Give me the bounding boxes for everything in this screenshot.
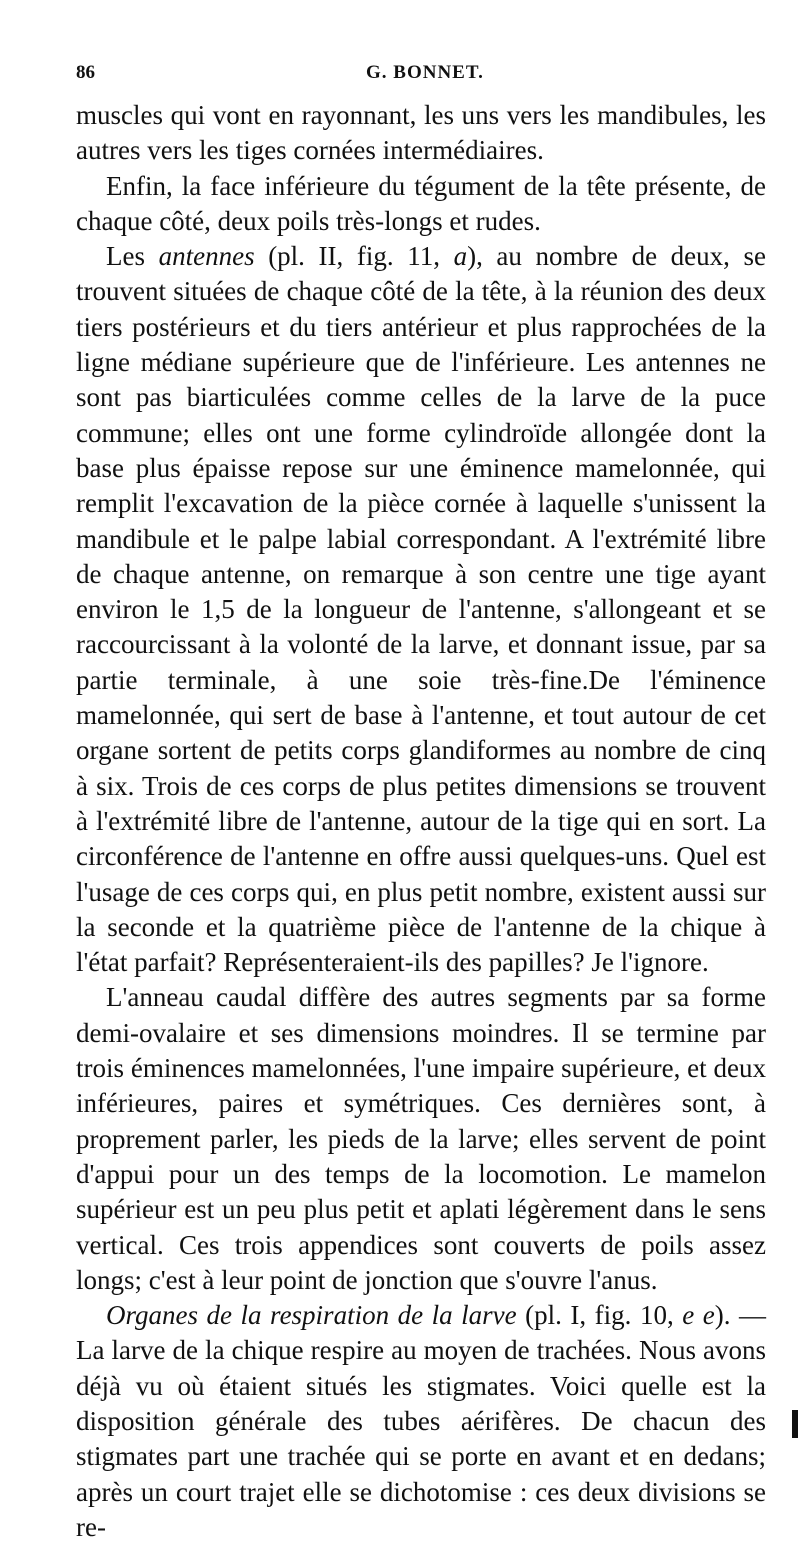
- paragraph-3-body: ), au nombre de deux, se trouvent situées de chaque côté de la tête, à la réunion des deux tiers postérieurs et du tiers antérieur et plus rapprochées de la ligne médiane supérieure que de l'inférieure. Les antennes ne sont pas biarticulées comme celles de la larve de la puce commune; elles ont une forme cylindroïde allongée dont la base plus épaisse repose sur une éminence mamelonnée, qui remplit l'excavation de la pièce cornée à laquelle s'unissent la mandibule et le palpe labial correspondant. A l'extrémité libre de chaque antenne, on remarque à son centre une tige ayant environ le 1,5 de la longueur de l'antenne, s'allongeant et se raccourcissant à la volonté de la larve, et donnant issue, par sa partie terminale, à une soie très-fine.De l'éminence mamelonnée, qui sert de base à l'antenne, et tout autour de cet organe sortent de petits corps glandiformes au nombre de cinq à six. Trois de ces corps de plus petites dimensions se trouvent à l'extrémité libre de l'antenne, autour de la tige qui en sort. La circonférence de l'antenne en offre aussi quelques-uns. Quel est l'usage de ces corps qui, en plus petit nombre, existent aussi sur la seconde et la quatrième pièce de l'antenne de la chique à l'état parfait? Représenteraient-ils des papilles? Je l'ignore.: [76, 241, 767, 978]
- paragraph-4: L'anneau caudal diffère des autres segments par sa forme demi-ovalaire et ses dimensions moindres. Il se termine par trois éminences mamelonnées, l'une impaire supérieure, et deux inférieures, paires et symétriques. Ces dernières sont, à proprement parler, les pieds de la larve; elles servent de point d'appui pour un des temps de la locomotion. Le mamelon supérieur est un peu plus petit et aplati légèrement dans le sens vertical. Ces trois appendices sont couverts de poils assez longs; c'est à leur point de jonction que s'ouvre l'anus.: [76, 982, 766, 1295]
- page-edge-mark: [792, 1410, 798, 1438]
- running-head: G. BONNET.: [366, 62, 484, 83]
- paragraph-2: Enfin, la face inférieure du tégument de la tête présente, de chaque côté, deux poils très-longs et rudes.: [76, 170, 766, 236]
- paragraph-3: [76, 239, 766, 980]
- plate-reference: (pl. II, fig. 11,: [268, 241, 440, 272]
- paragraph-1: muscles qui vont en rayonnant, les uns vers les mandibules, les autres vers les tiges cornées intermédiaires.: [76, 100, 766, 166]
- term-antennes: antennes: [158, 241, 255, 272]
- paragraph-3-lead: Les: [106, 241, 145, 272]
- plate-reference: (pl. I, fig. 10,: [525, 1300, 674, 1331]
- paragraph-5-body: — La larve de la chique respire au moyen de trachées. Nous avons déjà vu où étaient situés les stigmates. Voici quelle est la disposition générale des tubes aérifères. De chacun des stigmates part une trachée qui se porte en avant et en dedans; après un court trajet elle se dichotomise : ces deux divisions se re-: [76, 1300, 767, 1542]
- figure-letter: a: [453, 241, 468, 272]
- reference-close: ).: [714, 1300, 731, 1331]
- page-header: [76, 62, 776, 92]
- paragraph-5: [76, 1298, 766, 1545]
- page-number: 86: [76, 62, 95, 83]
- figure-letters: e e: [682, 1300, 715, 1331]
- section-title: Organes de la respiration de la larve: [106, 1300, 517, 1331]
- body-text: [76, 98, 766, 1545]
